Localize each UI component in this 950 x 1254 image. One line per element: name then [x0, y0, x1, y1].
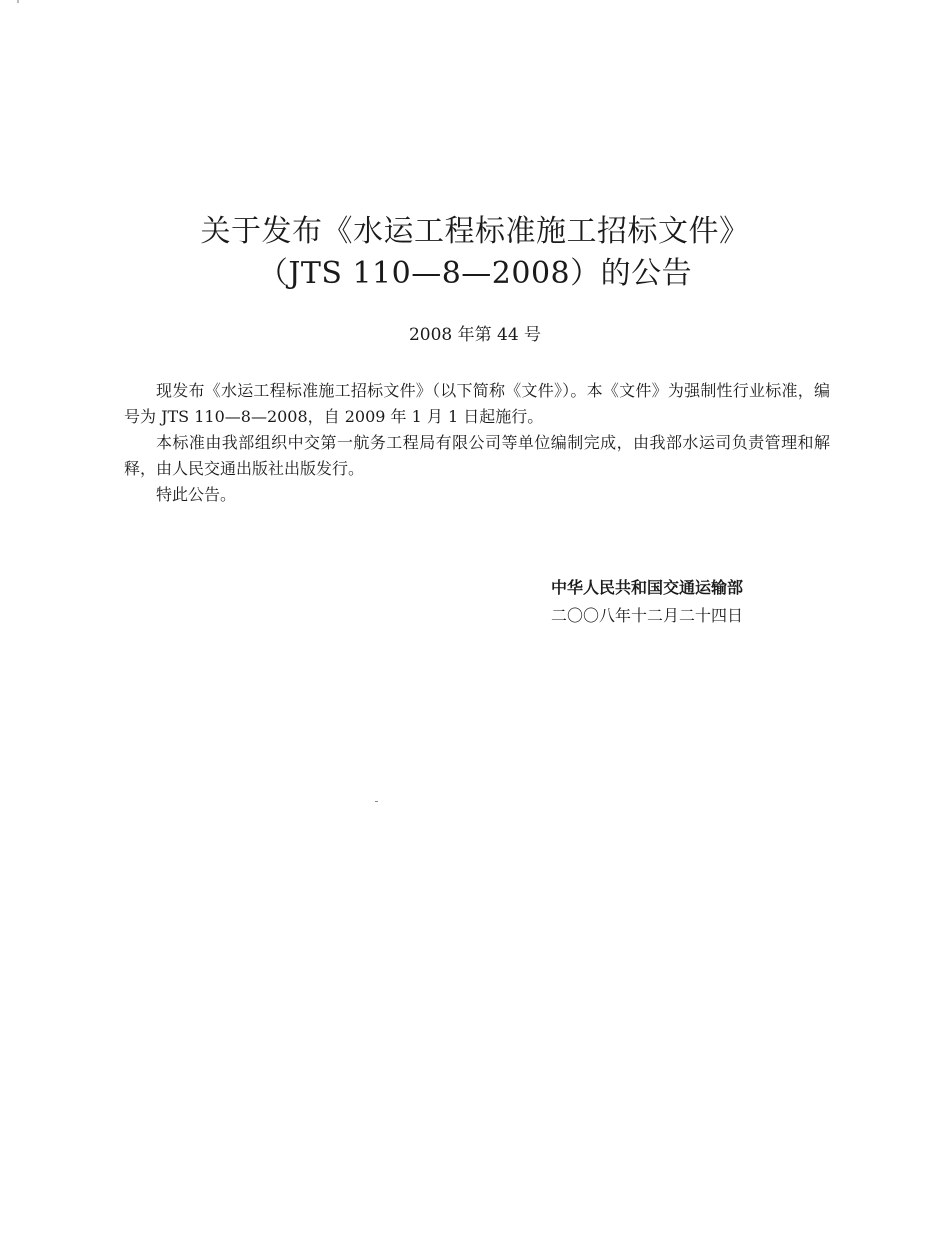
- issue-number: 2008 年第 44 号: [408, 325, 542, 345]
- paragraph-closing: 特此公告。: [156, 485, 237, 504]
- paragraph-publication: 现发布《水运工程标准施工招标文件》（以下简称《文件》）。本《文件》为强制性行业标准，编号为 JTS 110—8—2008，自 2009 年 1 月 1 日起施行。: [124, 381, 830, 426]
- document-title-line2: （JTS 110—8—2008）的公告: [257, 256, 693, 291]
- scan-mark: [17, 0, 19, 3]
- issuing-organization: 中华人民共和国交通运输部: [551, 578, 744, 597]
- announcement-body: [124, 378, 830, 508]
- signature-block: [551, 574, 743, 630]
- issue-date: 二〇〇八年十二月二十四日: [551, 606, 744, 625]
- scan-speck: [375, 801, 378, 802]
- paragraph-responsibility: 本标准由我部组织中交第一航务工程局有限公司等单位编制完成，由我部水运司负责管理和解释，由人民交通出版社出版发行。: [124, 433, 830, 478]
- document-title-line1: 关于发布《水运工程标准施工招标文件》: [200, 214, 750, 249]
